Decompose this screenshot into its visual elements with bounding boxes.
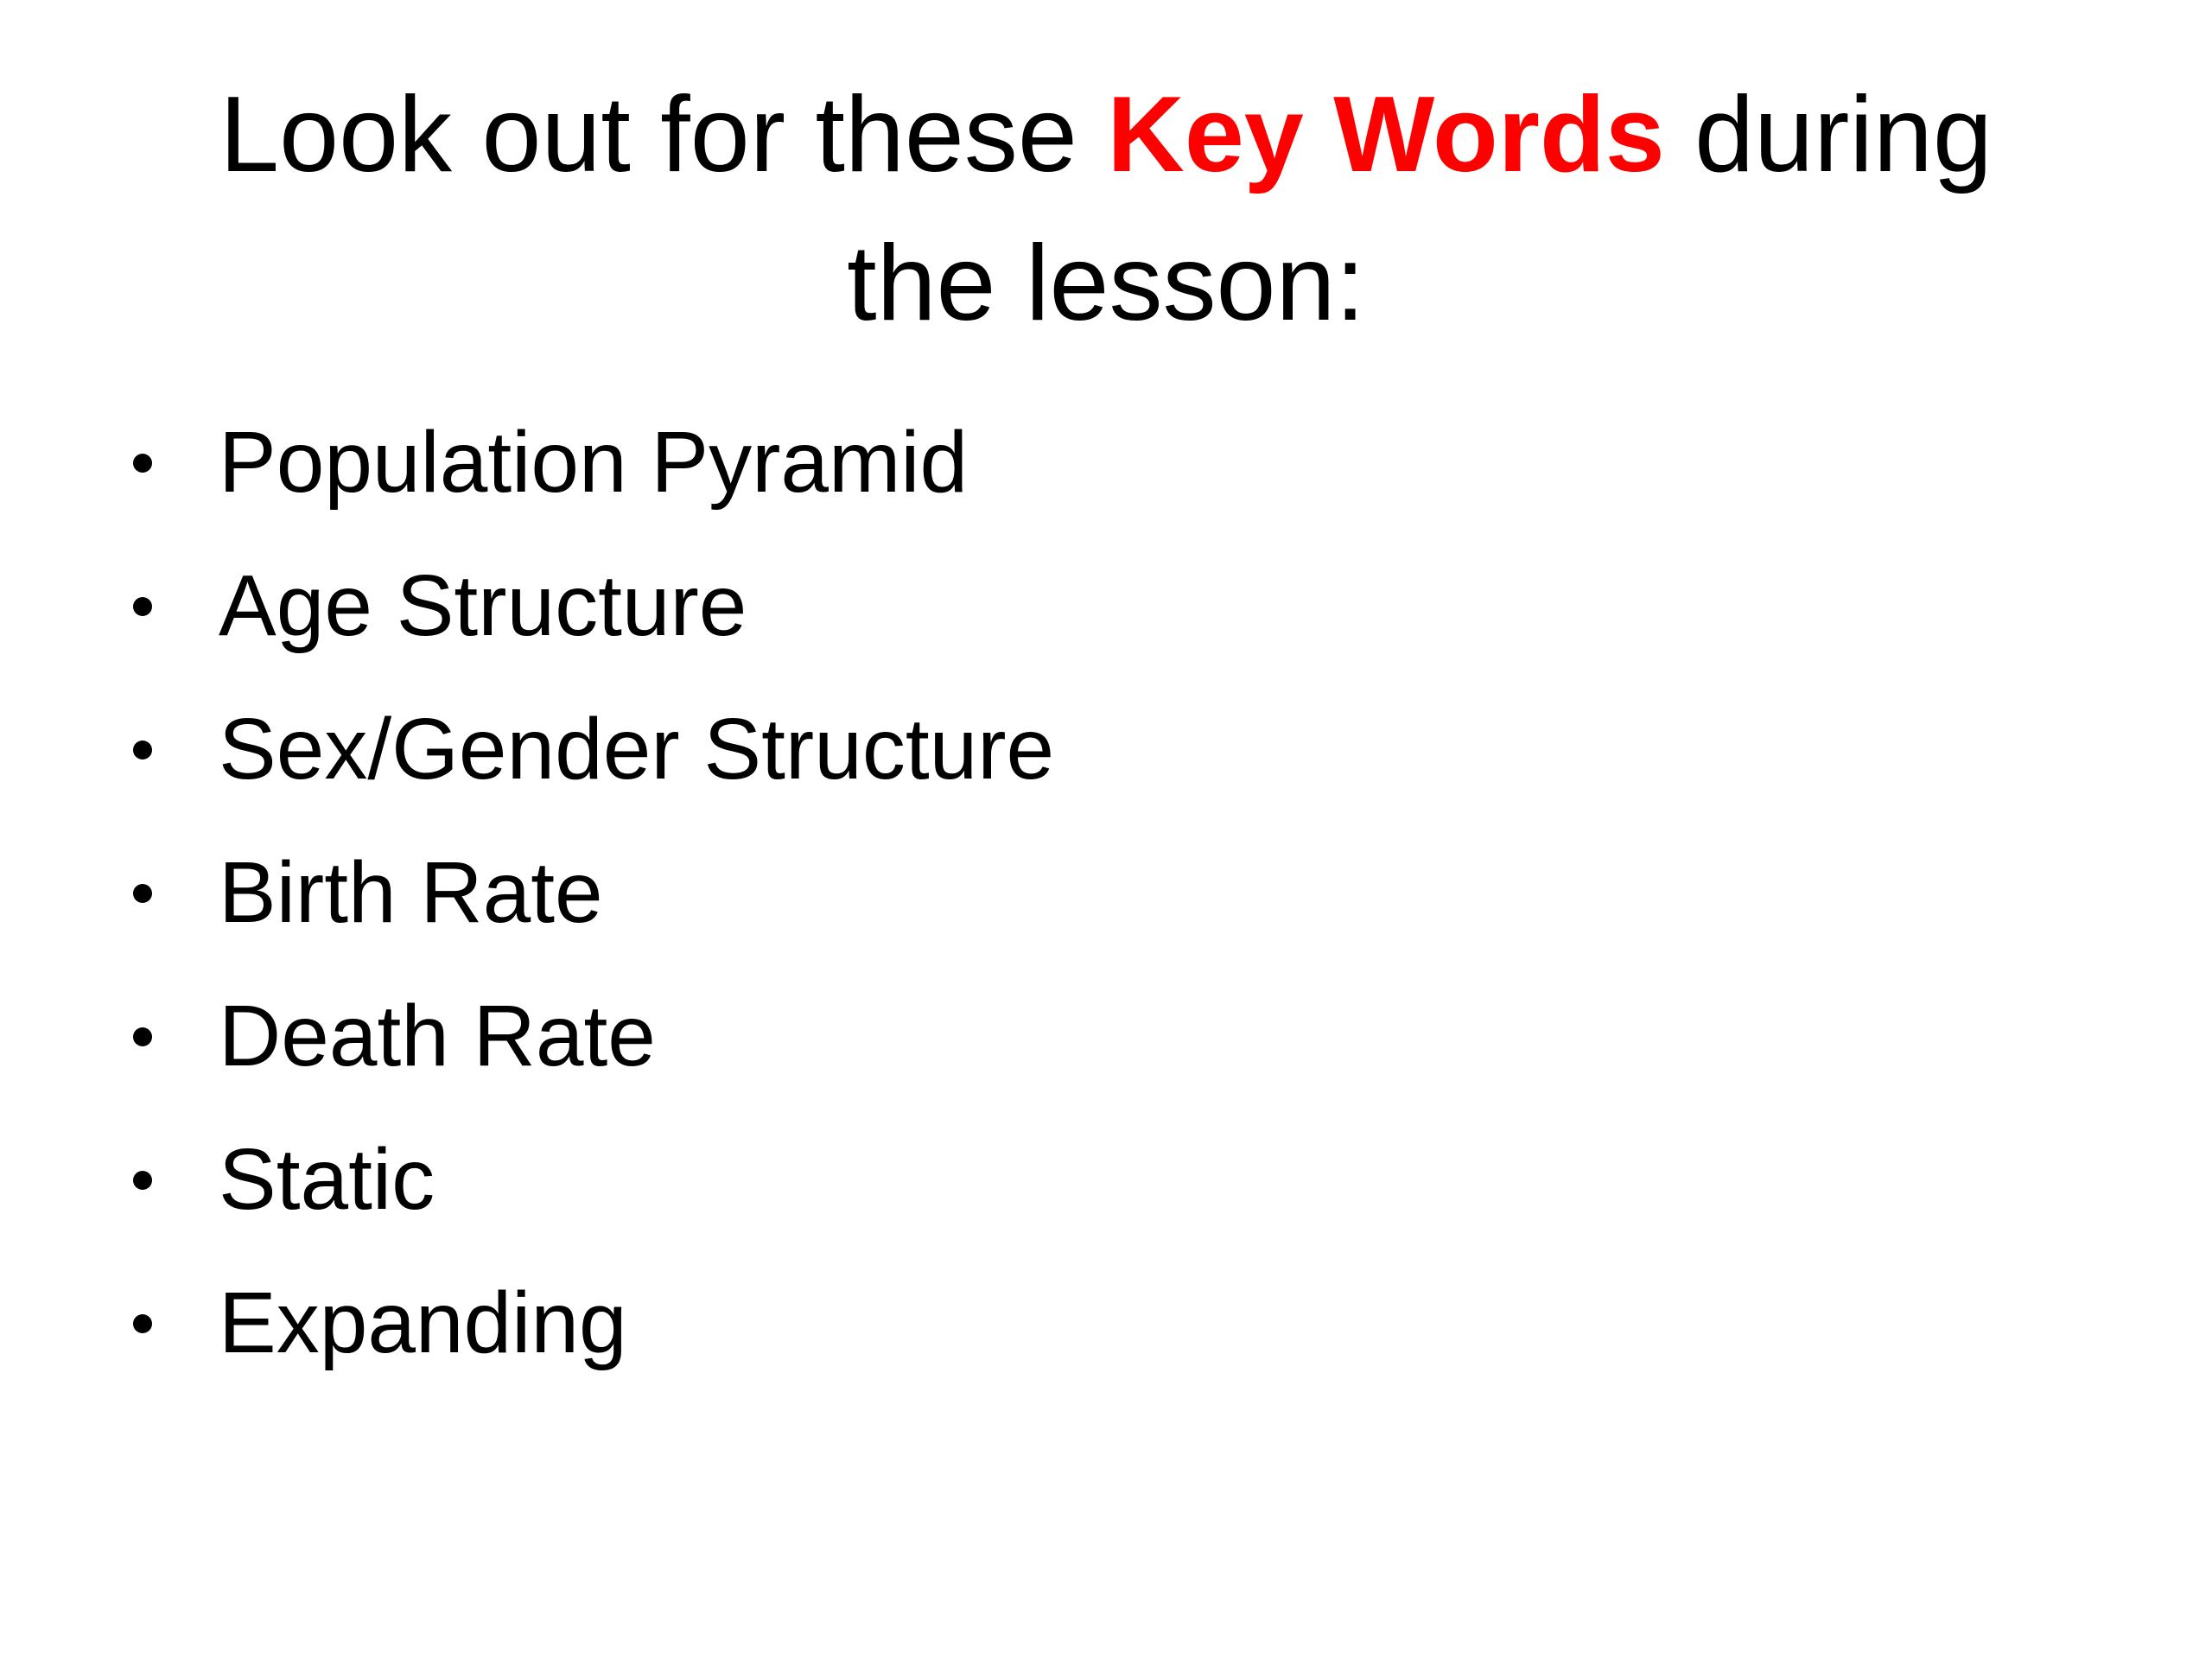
title-text-before: Look out for these (219, 75, 1108, 194)
bullet-icon (133, 741, 152, 760)
key-word: Sex/Gender Structure (219, 701, 1055, 798)
key-word: Population Pyramid (219, 414, 969, 511)
bullet-icon (133, 884, 152, 903)
bullet-icon (133, 1314, 152, 1333)
list-item (130, 545, 1054, 689)
key-word: Static (219, 1131, 435, 1228)
list-item (130, 689, 1054, 832)
bullet-icon (133, 454, 152, 473)
key-word: Expanding (219, 1274, 627, 1371)
bullet-icon (133, 597, 152, 616)
list-item (130, 976, 1054, 1119)
title-highlight: Key Words (1107, 75, 1665, 194)
list-item (130, 1262, 1054, 1406)
list-item (130, 1119, 1054, 1262)
list-item (130, 402, 1054, 545)
title-text-after: during the lesson: (847, 75, 1993, 343)
list-item (130, 832, 1054, 976)
key-word: Death Rate (219, 988, 656, 1084)
key-words-list (130, 402, 1054, 1406)
bullet-icon (133, 1027, 152, 1046)
bullet-icon (133, 1171, 152, 1190)
key-word: Age Structure (219, 557, 747, 654)
key-word: Birth Rate (219, 844, 603, 941)
slide-title (156, 60, 2056, 358)
